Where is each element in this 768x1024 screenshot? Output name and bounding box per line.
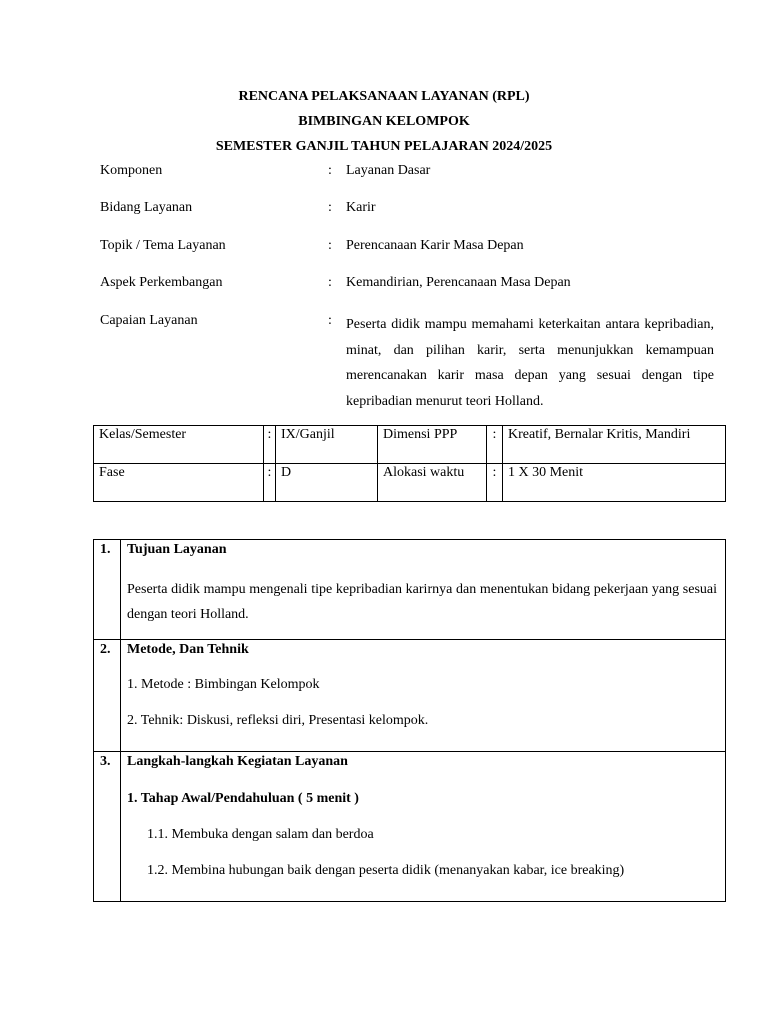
meta-value: IX/Ganjil (276, 426, 378, 464)
meta-value: D (276, 464, 378, 502)
info-separator: : (328, 163, 332, 178)
document-title: RENCANA PELAKSANAAN LAYANAN (RPL) (238, 89, 530, 104)
info-separator: : (328, 200, 332, 215)
section-subheading: 1. Tahap Awal/Pendahuluan ( 5 menit ) (127, 791, 359, 806)
section-title: Metode, Dan Tehnik (127, 642, 249, 657)
plan-table (93, 539, 726, 902)
info-row-komponen (100, 161, 720, 181)
section-langkah (94, 752, 726, 902)
meta-label: Alokasi waktu (378, 464, 487, 502)
meta-value: 1 X 30 Menit (503, 464, 726, 502)
info-label: Komponen (100, 163, 163, 178)
info-label: Bidang Layanan (100, 200, 193, 215)
meta-separator: : (487, 464, 503, 502)
info-value: Kemandirian, Perencanaan Masa Depan (346, 275, 571, 290)
info-separator: : (328, 238, 332, 253)
section-item: 1.2. Membina hubungan baik dengan peserta didik (menanyakan kabar, ice breaking) (147, 863, 625, 878)
meta-separator: : (487, 426, 503, 464)
section-metode (94, 640, 726, 752)
section-item: 1.1. Membuka dengan salam dan berdoa (147, 827, 374, 842)
section-number: 2. (94, 640, 121, 752)
section-line: 2. Tehnik: Diskusi, refleksi diri, Presentasi kelompok. (127, 713, 429, 728)
section-number: 3. (94, 752, 121, 902)
meta-row-fase (94, 464, 726, 502)
info-label: Topik / Tema Layanan (100, 238, 226, 253)
section-content (121, 640, 726, 752)
meta-table (93, 425, 726, 502)
meta-label: Dimensi PPP (378, 426, 487, 464)
document-semester: SEMESTER GANJIL TAHUN PELAJARAN 2024/2025 (215, 139, 553, 154)
meta-value: Kreatif, Bernalar Kritis, Mandiri (503, 426, 726, 464)
info-value: Perencanaan Karir Masa Depan (346, 238, 524, 253)
document-subtitle: BIMBINGAN KELOMPOK (298, 114, 470, 129)
section-content (121, 752, 726, 902)
info-label: Aspek Perkembangan (100, 275, 223, 290)
section-line: 1. Metode : Bimbingan Kelompok (127, 677, 320, 692)
meta-separator: : (264, 464, 276, 502)
info-value: Layanan Dasar (346, 163, 431, 178)
section-paragraph: Peserta didik mampu mengenali tipe kepribadian karirnya dan menentukan bidang pekerjaan yang sesuai dengan teori Holland. (127, 582, 717, 622)
info-row-bidang-layanan (100, 198, 720, 218)
capaian-layanan-text: Peserta didik mampu memahami keterkaitan antara kepribadian, minat, dan pilihan karir, serta menunjukkan kemampuan merencanakan karir masa depan yang sesuai dengan tipe kepribadian menurut teori Holland. (346, 317, 714, 409)
info-label: Capaian Layanan (100, 313, 198, 328)
meta-row-kelas (94, 426, 726, 464)
section-title: Langkah-langkah Kegiatan Layanan (127, 754, 348, 769)
section-title: Tujuan Layanan (127, 542, 227, 557)
info-value: Karir (346, 200, 376, 215)
section-number: 1. (94, 540, 121, 640)
section-tujuan (94, 540, 726, 640)
info-separator: : (328, 275, 332, 290)
info-row-aspek-perkembangan (100, 273, 720, 293)
meta-label: Kelas/Semester (94, 426, 264, 464)
info-row-topik (100, 236, 720, 256)
section-content (121, 540, 726, 640)
meta-separator: : (264, 426, 276, 464)
meta-label: Fase (94, 464, 264, 502)
info-separator: : (328, 313, 332, 328)
